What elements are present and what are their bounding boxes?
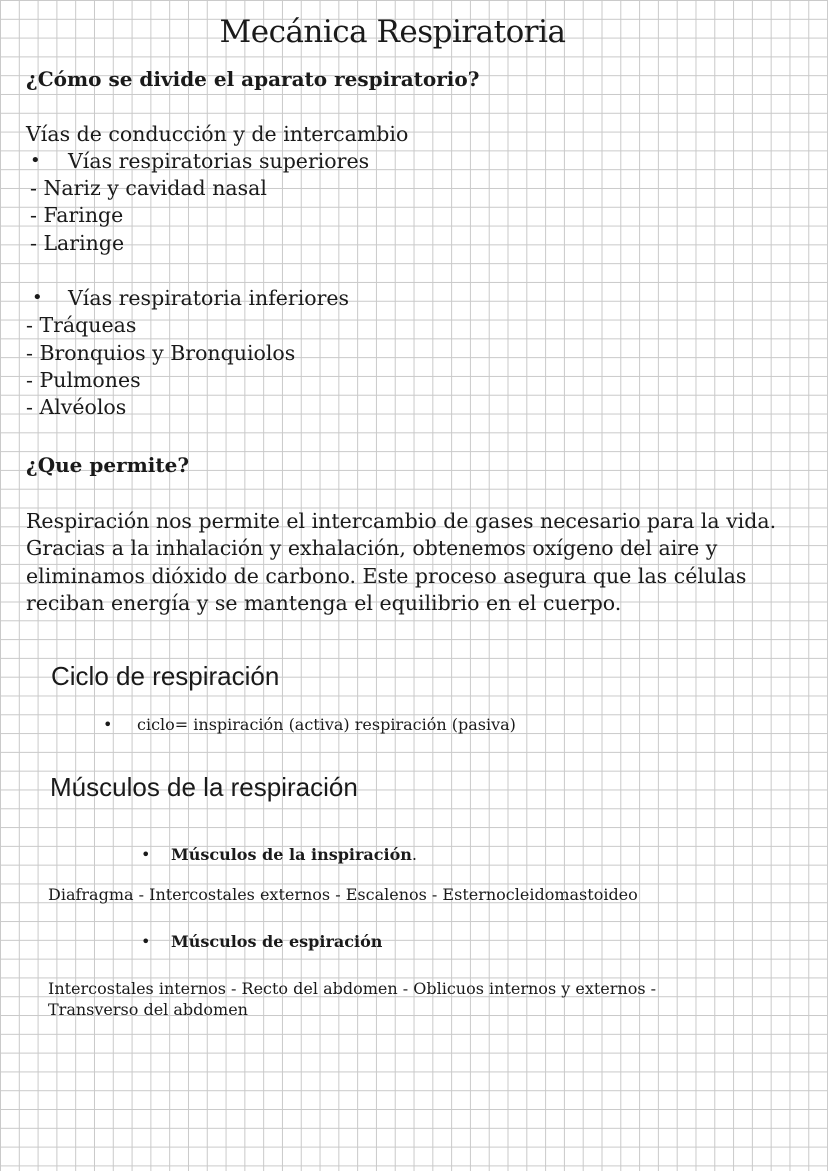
expiration-label: Músculos de espiración bbox=[171, 932, 383, 951]
list-item: - Tráqueas bbox=[26, 313, 137, 337]
bullet-icon: • bbox=[141, 845, 151, 864]
paragraph-purpose: Respiración nos permite el intercambio de gases necesario para la vida. Gracias a la inhalación y exhalación, obtenemos oxígeno del aire y eliminamos dióxido de carbono. Este proceso asegura que las células reciban energía y se mantenga el equilibrio en el cuerpo. bbox=[26, 509, 777, 616]
page-title: Mecánica Respiratoria bbox=[219, 14, 566, 50]
cycle-definition: ciclo= inspiración (activa) respiración (pasiva) bbox=[137, 715, 516, 734]
heading-muscles: Músculos de la respiración bbox=[50, 772, 358, 802]
list-item: - Alvéolos bbox=[26, 395, 127, 419]
bullet-icon: • bbox=[103, 715, 113, 734]
inspiration-label-suffix: . bbox=[411, 845, 418, 864]
list-item: - Laringe bbox=[30, 231, 125, 255]
list-item: - Faringe bbox=[30, 203, 124, 227]
question-purpose: ¿Que permite? bbox=[26, 453, 190, 477]
list-item: - Nariz y cavidad nasal bbox=[30, 176, 267, 200]
list-item: - Bronquios y Bronquiolos bbox=[26, 341, 296, 365]
bullet-icon: • bbox=[32, 287, 43, 308]
intro-conduction: Vías de conducción y de intercambio bbox=[26, 122, 409, 146]
bullet-upper-airways: Vías respiratorias superiores bbox=[68, 149, 370, 173]
inspiration-label-text: Músculos de la inspiración bbox=[171, 845, 412, 864]
inspiration-label bbox=[171, 845, 417, 864]
expiration-muscles-list-line1: Intercostales internos - Recto del abdomen - Oblicuos internos y externos - bbox=[48, 979, 657, 998]
bullet-icon: • bbox=[141, 932, 151, 951]
list-item: - Pulmones bbox=[26, 368, 141, 392]
heading-cycle: Ciclo de respiración bbox=[51, 661, 280, 691]
question-division: ¿Cómo se divide el aparato respiratorio? bbox=[26, 67, 480, 91]
bullet-icon: • bbox=[30, 150, 41, 171]
bullet-lower-airways: Vías respiratoria inferiores bbox=[68, 286, 350, 310]
inspiration-muscles-list: Diafragma - Intercostales externos - Escalenos - Esternocleidomastoideo bbox=[48, 885, 638, 904]
expiration-muscles-list-line2: Transverso del abdomen bbox=[48, 1000, 248, 1019]
